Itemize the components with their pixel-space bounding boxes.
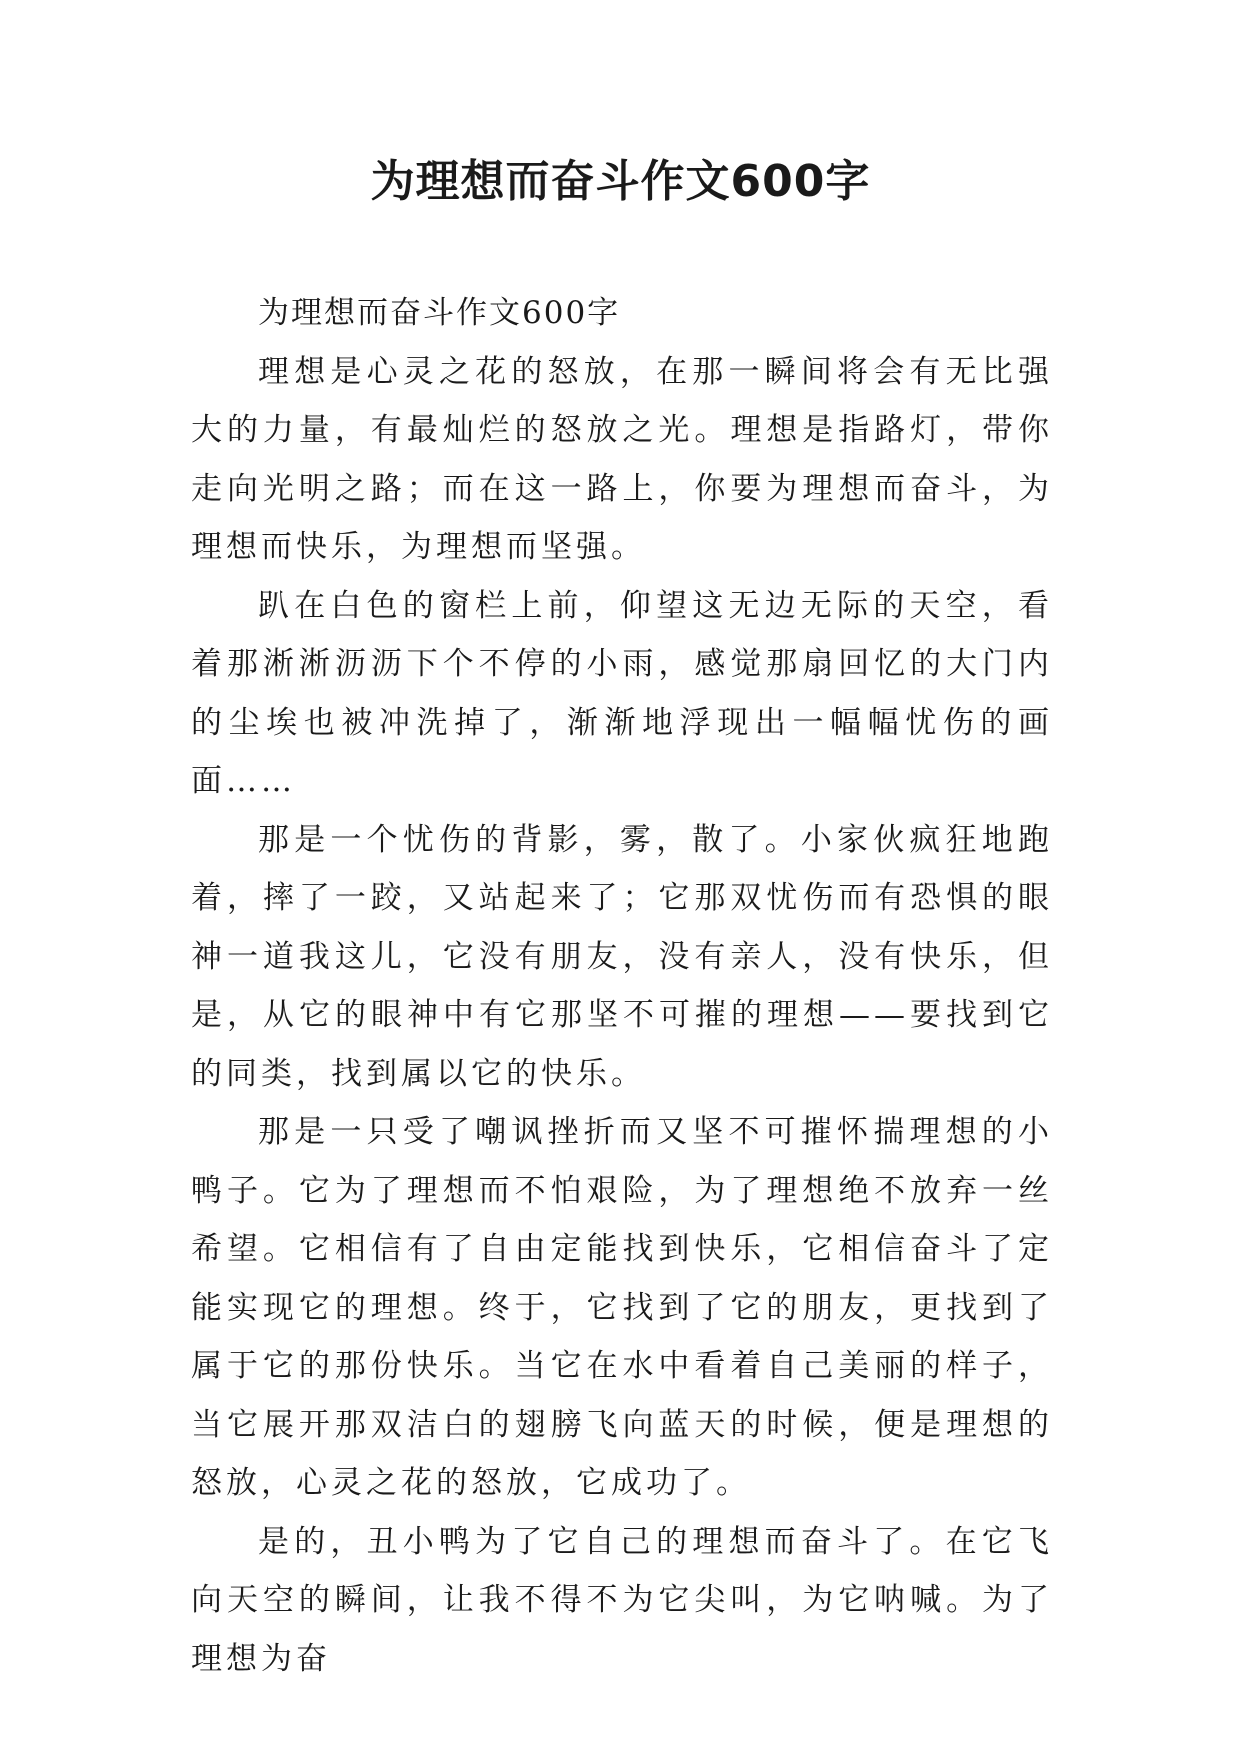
paragraph-4: 那是一只受了嘲讽挫折而又坚不可摧怀揣理想的小鸭子。它为了理想而不怕艰险，为了理想绝不放弃一丝希望。它相信有了自由定能找到快乐，它相信奋斗了定能实现它的理想。终于，它找到了它的朋友，更找到了属于它的那份快乐。当它在水中看着自己美丽的样子，当它展开那双洁白的翅膀飞向蓝天的时候，便是理想的怒放，心灵之花的怒放，它成功了。 — [191, 1114, 1053, 1501]
paragraph-3: 那是一个忧伤的背影，雾，散了。小家伙疯狂地跑着，摔了一跤，又站起来了；它那双忧伤而有恐惧的眼神一道我这儿，它没有朋友，没有亲人，没有快乐，但是，从它的眼神中有它那坚不可摧的理想——要找到它的同类，找到属以它的快乐。 — [191, 821, 1053, 1092]
document-title: 为理想而奋斗作文600字 — [370, 156, 871, 207]
paragraph-1: 理想是心灵之花的怒放，在那一瞬间将会有无比强大的力量，有最灿烂的怒放之光。理想是指路灯，带你走向光明之路；而在这一路上，你要为理想而奋斗，为理想而快乐，为理想而坚强。 — [191, 353, 1053, 565]
paragraph-subtitle: 为理想而奋斗作文600字 — [258, 295, 621, 331]
document-body — [191, 284, 1053, 1688]
paragraph-2: 趴在白色的窗栏上前，仰望这无边无际的天空，看着那淅淅沥沥下个不停的小雨，感觉那扇回忆的大门内的尘埃也被冲洗掉了，渐渐地浮现出一幅幅忧伤的画面…… — [191, 587, 1053, 799]
paragraph-5: 是的，丑小鸭为了它自己的理想而奋斗了。在它飞向天空的瞬间，让我不得不为它尖叫，为它呐喊。为了理想为奋 — [191, 1523, 1053, 1677]
